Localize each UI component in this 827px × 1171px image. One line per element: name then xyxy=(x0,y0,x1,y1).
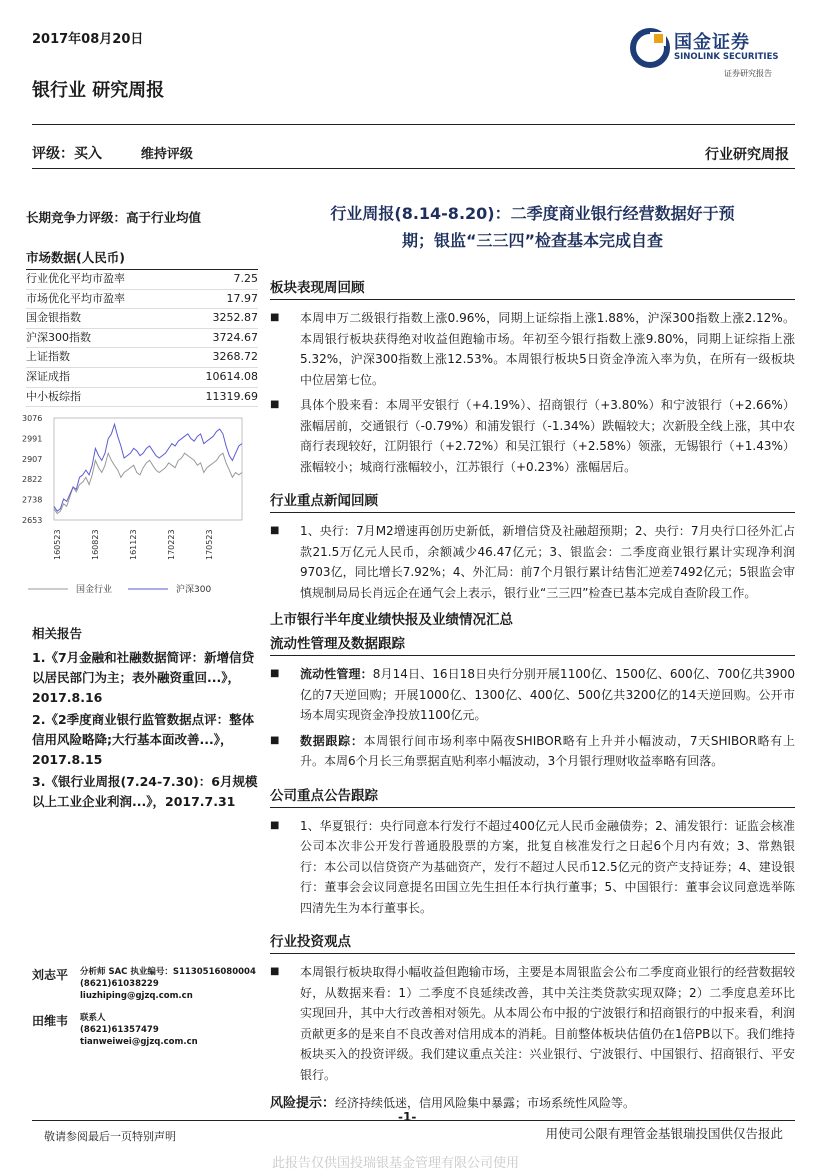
y-tick-label: 3076 xyxy=(22,414,43,423)
page-number: -1- xyxy=(398,1110,417,1124)
paragraph: ■ 1、央行：7月M2增速再创历史新低，新增信贷及社融超预期；2、央行：7月央行口径外汇占款21.5万亿元人民币，余额减少46.47亿元；3、银监会：二季度商业银行累计实现净利润9703亿，同比增长7.92%；4、外汇局：前7个月银行累计结售汇逆差7492亿元；5银监会审慎规制局局长肖远企在通气会上表示，银行业“三三四”检查已基本完成自查阶段工作。 xyxy=(270,521,795,603)
section-heading: 板块表现周回顾 xyxy=(270,276,795,300)
market-data-value: 17.97 xyxy=(226,291,258,305)
market-data-row xyxy=(26,348,258,368)
market-data-label: 沪深300指数 xyxy=(26,330,91,344)
market-data-value: 7.25 xyxy=(233,272,258,285)
market-data-title: 市场数据(人民币) xyxy=(26,248,258,270)
paragraph: ■ 具体个股来看：本周平安银行（+4.19%）、招商银行（+3.80%）和宁波银行（+2.66%）涨幅居前，交通银行（-0.79%）和浦发银行（-1.34%）跌幅较大；次新股全线上涨，其中农商行表现较好，江阴银行（+2.72%）和吴江银行（+2.58%）领涨，无锡银行（+1.43%）涨幅较小；城商行涨幅较小，江苏银行（+0.23%）涨幅居后。 xyxy=(270,395,795,477)
market-data-row xyxy=(26,309,258,329)
section-heading: 公司重点公告跟踪 xyxy=(270,784,795,808)
paragraph: ■ 本周申万二级银行指数上涨0.96%，同期上证综指上涨1.88%，沪深300指数上涨2.12%。本周银行板块获得绝对收益但跑输市场。年初至今银行指数上涨9.80%，同期上证综指上涨5.32%，沪深300指数上涨12.53%。本周银行板块5日资金净流入率为负，在所有一级板块中位居第七位。 xyxy=(270,308,795,390)
y-tick-label: 2991 xyxy=(22,434,43,444)
market-data-value: 3268.72 xyxy=(212,350,258,364)
legend-label: 沪深300 xyxy=(176,585,212,595)
logo-english: SINOLINK SECURITIES xyxy=(674,52,779,62)
chart-frame xyxy=(54,418,242,520)
x-tick-label: 170523 xyxy=(205,529,214,560)
analyst-name: 刘志平 xyxy=(32,968,69,982)
market-data-label: 国金银指数 xyxy=(26,311,81,325)
footer-disclaimer: 敬请参阅最后一页特别声明 xyxy=(44,1130,176,1143)
rating-action: 维持评级 xyxy=(140,147,193,162)
market-data-label: 上证指数 xyxy=(26,350,70,364)
report-title-line2: 期；银监“三三四”检查基本完成自查 xyxy=(401,231,664,250)
market-data-label: 中小板综指 xyxy=(26,389,81,403)
legend-label: 国金行业 xyxy=(76,585,113,595)
market-data-label: 深证成指 xyxy=(26,369,70,383)
market-data-label: 行业优化平均市盈率 xyxy=(26,272,125,285)
header-divider xyxy=(32,124,795,125)
x-tick-label: 160523 xyxy=(53,529,62,560)
bullet-icon: ■ xyxy=(270,966,280,977)
analyst-1 xyxy=(32,966,264,1002)
industry-title: 银行业 研究周报 xyxy=(32,80,165,101)
rating-divider xyxy=(32,168,795,169)
left-sidebar xyxy=(26,200,258,407)
paragraph: ■ 数据跟踪：本周银行间市场利率中隔夜SHIBOR略有上升并小幅波动，7天SHIBOR略有上升。本周6个月长三角票据直贴利率小幅波动，3个月银行理财收益率略有回落。 xyxy=(270,731,795,772)
market-data-label: 市场优化平均市盈率 xyxy=(26,291,125,305)
related-item[interactable]: 1.《7月金融和社融数据简评：新增信贷以居民部门为主；表外融资重回...》，2017.8.16 xyxy=(32,650,255,705)
main-content xyxy=(270,200,795,1114)
analyst-2 xyxy=(32,1012,264,1048)
series-line-0 xyxy=(54,453,242,513)
analyst-name: 田维韦 xyxy=(32,1014,69,1028)
market-data-row xyxy=(26,329,258,349)
x-tick-label: 160823 xyxy=(91,529,100,560)
analyst-phone: (8621)61038229 xyxy=(80,979,159,989)
long-term-rating: 长期竞争力评级：高于行业均值 xyxy=(26,210,202,225)
market-data-row xyxy=(26,388,258,408)
analyst-phone: (8621)61357479 xyxy=(80,1025,159,1035)
index-chart xyxy=(20,410,250,605)
y-tick-label: 2653 xyxy=(22,516,43,525)
footer-mirrored-note: 用使司公限有理管金基银瑞投国供仅告报此 xyxy=(545,1126,783,1141)
section-heading: 行业重点新闻回顾 xyxy=(270,489,795,513)
y-tick-label: 2907 xyxy=(22,454,43,464)
market-data-value: 3724.67 xyxy=(212,330,258,344)
logo-tag: 证券研究报告 xyxy=(724,69,772,78)
section-heading: 行业投资观点 xyxy=(270,930,795,954)
section-heading: 流动性管理及数据跟踪 xyxy=(270,632,795,656)
bullet-icon: ■ xyxy=(270,399,280,410)
y-tick-label: 2738 xyxy=(22,495,43,505)
analyst-email[interactable]: tianweiwei@gjzq.com.cn xyxy=(80,1037,198,1047)
related-item[interactable]: 3.《银行业周报(7.24-7.30)：6月规模以上工业企业利润...》，2017.7.31 xyxy=(32,774,258,809)
analyst-cert: 分析师 SAC 执业编号：S1130516080004 xyxy=(80,967,256,977)
report-date: 2017年08月20日 xyxy=(32,32,144,47)
rating-label: 评级：买入 xyxy=(32,146,102,162)
rating-block xyxy=(32,143,227,163)
market-data-row xyxy=(26,290,258,310)
series-line-1 xyxy=(54,424,242,511)
bullet-icon: ■ xyxy=(270,525,280,536)
analyst-role: 联系人 xyxy=(80,1013,106,1023)
bullet-icon: ■ xyxy=(270,734,280,746)
market-data-table xyxy=(26,270,258,407)
paragraph: ■ 本周银行板块取得小幅收益但跑输市场，主要是本周银监会公布二季度商业银行的经营数据较好，从数据来看：1）二季度不良延续改善，其中关注类贷款实现双降；2）二季度息差环比实现回升，其中大行改善相对领先。从本周公布中报的宁波银行和招商银行的中报来看，利润贡献更多的是来自不良改善对信用成本的消耗。目前整体板块估值仍在1倍PB以下。我们维持板块买入的投资评级。我们建议重点关注：兴业银行、宁波银行、中国银行、招商银行、平安银行。 xyxy=(270,962,795,1085)
watermark: 此报告仅供国投瑞银基金管理有限公司使用 xyxy=(272,1156,520,1171)
x-tick-label: 170223 xyxy=(167,529,176,560)
report-title xyxy=(270,200,795,254)
footer-divider xyxy=(32,1120,795,1121)
paragraph: ■ 1、华夏银行：央行同意本行发行不超过400亿元人民币金融债券；2、浦发银行：证监会核准公司本次非公开发行普通股股票的方案，批复自核准发行之日起6个月内有效；3、常熟银行：本公司以信贷资产为基础资产，发行不超过人民币12.5亿元的资产支持证券；4、建设银行：董事会会议同意提名田国立先生担任本行执行董事；5、中国银行：董事会议同意选举陈四清先生为本行董事长。 xyxy=(270,816,795,919)
report-type: 行业研究周报 xyxy=(705,147,789,163)
bullet-icon: ■ xyxy=(270,312,280,323)
market-data-row xyxy=(26,368,258,388)
paragraph: ■ 流动性管理：8月14日、16日18日央行分别开展1100亿、1500亿、600亿、700亿共3900亿的7天逆回购；开展1000亿、1300亿、400亿、500亿共3200亿的14天逆回购。公开市场本周实现资金净投放1100亿元。 xyxy=(270,664,795,726)
analyst-email[interactable]: liuzhiping@gjzq.com.cn xyxy=(80,991,193,1001)
bullet-icon: ■ xyxy=(270,668,280,679)
logo-name: 国金证券 xyxy=(674,32,750,53)
report-title-line1: 行业周报(8.14-8.20)：二季度商业银行经营数据好于预 xyxy=(330,204,735,223)
market-data-row xyxy=(26,270,258,290)
y-tick-label: 2822 xyxy=(22,475,43,485)
company-logo xyxy=(630,24,800,84)
related-item[interactable]: 2.《2季度商业银行监管数据点评：整体信用风险略降;大行基本面改善...》，2017.8.15 xyxy=(32,712,255,767)
related-reports xyxy=(32,624,260,814)
market-data-value: 11319.69 xyxy=(205,389,258,403)
x-tick-label: 161123 xyxy=(129,529,138,560)
market-data-value: 10614.08 xyxy=(205,369,258,383)
related-title: 相关报告 xyxy=(32,626,83,641)
logo-mark-icon xyxy=(630,28,670,68)
market-data-value: 3252.87 xyxy=(212,311,258,325)
risk-warning: 风险提示：经济持续低迷，信用风险集中暴露；市场系统性风险等。 xyxy=(270,1096,636,1111)
section-heading: 上市银行半年度业绩快报及业绩情况汇总 xyxy=(270,612,513,628)
bullet-icon: ■ xyxy=(270,819,280,831)
analyst-block xyxy=(32,966,264,1048)
